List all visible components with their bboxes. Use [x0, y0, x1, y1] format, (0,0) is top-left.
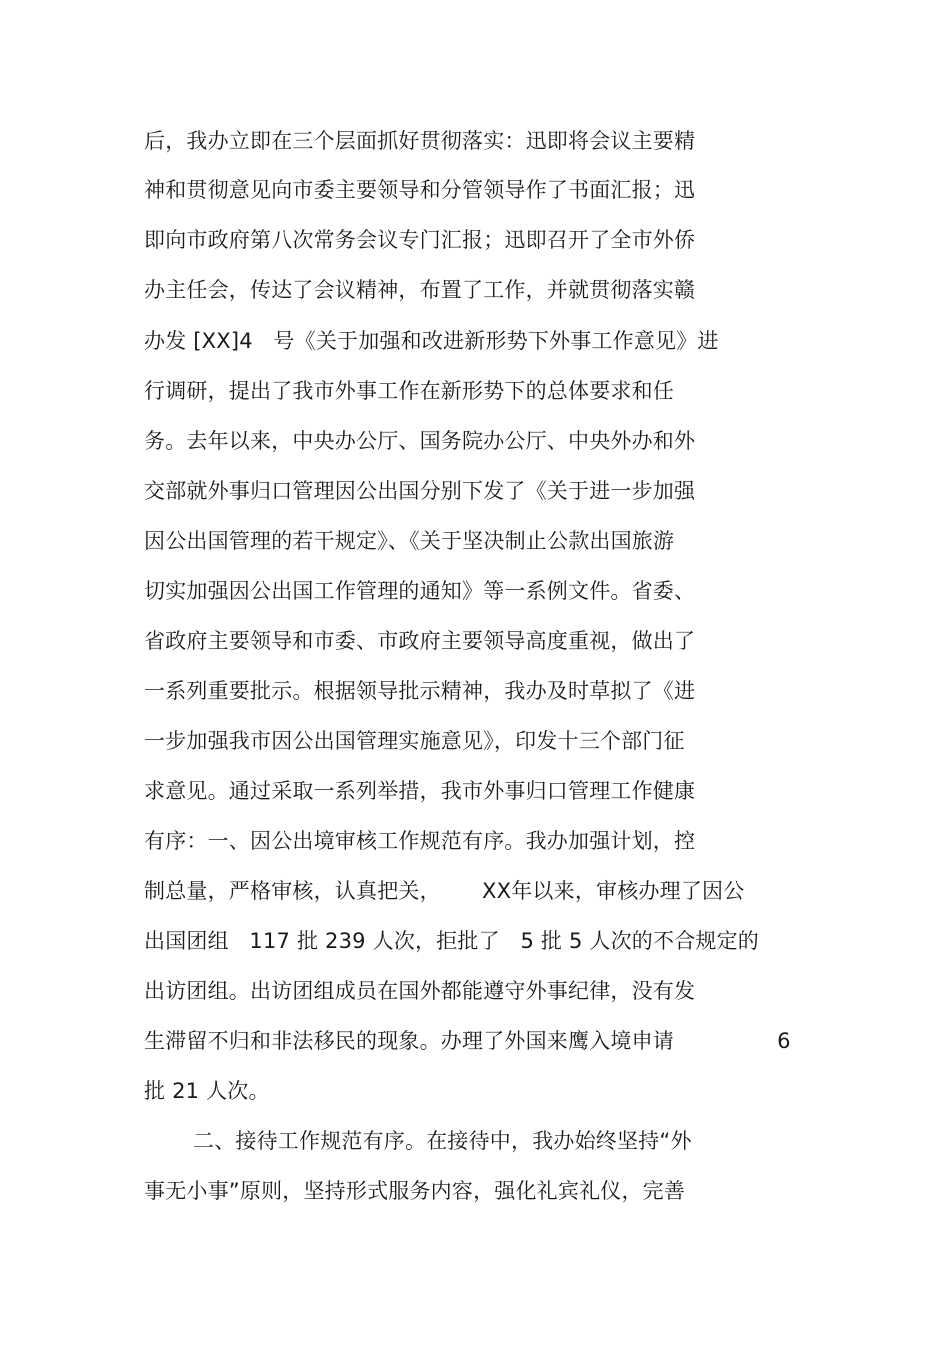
- text-line-5: 办发 [XX]4 号《关于加强和改进新形势下外事工作意见》进: [144, 329, 719, 353]
- text-line-14: 求意见。通过采取一系列举措，我市外事归口管理工作健康: [144, 779, 696, 803]
- text-line-16: 制总量，严格审核，认真把关， XX年以来，审核办理了因公: [144, 879, 745, 903]
- text-line-17: 出国团组 117 批 239 人次，拒批了 5 批 5 人次的不合规定的: [144, 929, 759, 953]
- text-line-20: 批 21 人次。: [144, 1079, 270, 1103]
- text-line-4: 办主任会，传达了会议精神，布置了工作，并就贯彻落实赣: [144, 278, 696, 302]
- text-line-22: 事无小事”原则，坚持形式服务内容，强化礼宾礼仪，完善: [144, 1179, 686, 1203]
- text-line-6: 行调研，提出了我市外事工作在新形势下的总体要求和任: [144, 379, 674, 403]
- text-line-9: 因公出国管理的若干规定》、《关于坚决制止公款出国旅游: [144, 529, 675, 553]
- text-line-8: 交部就外事归口管理因公出国分别下发了《关于进一步加强: [144, 479, 696, 503]
- text-line-2: 神和贯彻意见向市委主要领导和分管领导作了书面汇报；迅: [144, 178, 696, 202]
- text-line-3: 即向市政府第八次常务会议专门汇报；迅即召开了全市外侨: [144, 228, 696, 252]
- text-line-15: 有序：一、因公出境审核工作规范有序。我办加强计划，控: [144, 829, 696, 853]
- text-line-12: 一系列重要批示。根据领导批示精神，我办及时草拟了《进: [144, 679, 696, 703]
- text-line-13: 一步加强我市因公出国管理实施意见》，印发十三个部门征: [144, 729, 685, 753]
- text-line-19: 生滞留不归和非法移民的现象。办理了外国来鹰入境申请 6: [144, 1029, 791, 1053]
- text-line-7: 务。去年以来，中央办公厅、国务院办公厅、中央外办和外: [144, 429, 696, 453]
- text-line-10: 切实加强因公出国工作管理的通知》等一系例文件。省委、: [144, 579, 696, 603]
- text-line-11: 省政府主要领导和市委、市政府主要领导高度重视，做出了: [144, 629, 696, 653]
- text-line-21: 二、接待工作规范有序。在接待中，我办始终坚持“外: [193, 1129, 692, 1153]
- text-line-18: 出访团组。出访团组成员在国外都能遵守外事纪律，没有发: [144, 979, 696, 1003]
- text-line-1: 后，我办立即在三个层面抓好贯彻落实：迅即将会议主要精: [144, 129, 696, 153]
